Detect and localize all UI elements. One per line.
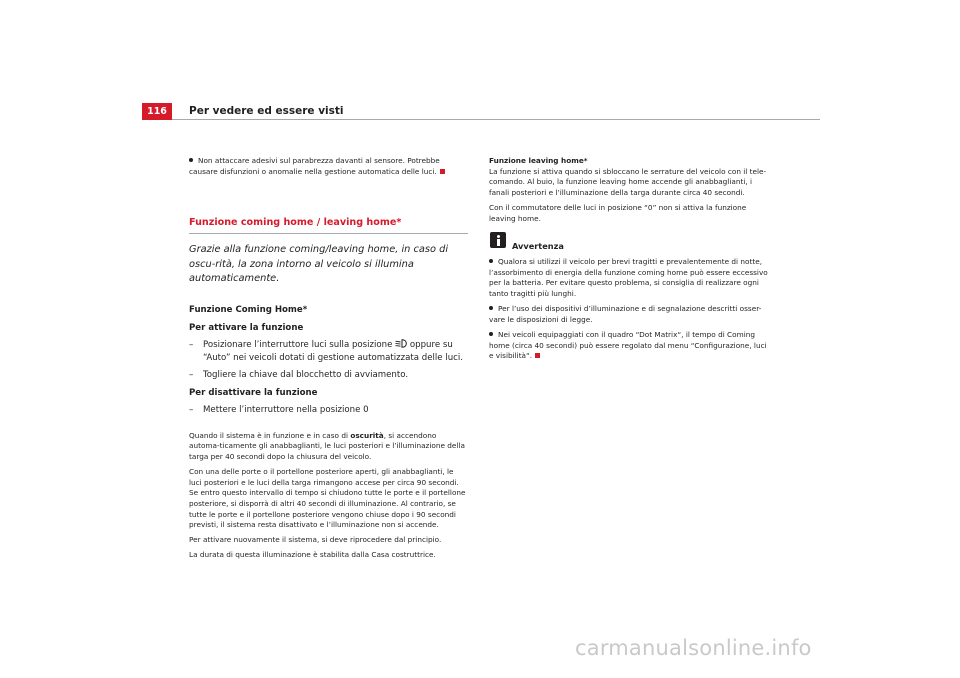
- coming-home-title: Funzione Coming Home*: [189, 304, 308, 315]
- description-paragraph: La durata di questa illuminazione è stabilita dalla Casa costruttrice.: [189, 550, 436, 560]
- warning-heading: [489, 232, 770, 254]
- activate-title: Per attivare la funzione: [189, 322, 304, 333]
- leaving-home-description: [489, 167, 770, 225]
- description-paragraph: La funzione si attiva quando si sbloccano le serrature del veicolo con il tele-comando. Al buio, la funzione leaving home accende gli anabbaglianti, i fanali posteriori e l’illuminazione della targa durante circa 40 secondi.: [489, 166, 767, 197]
- low-beam-lamp-icon: [395, 339, 407, 348]
- description-paragraph: Per attivare nuovamente il sistema, si deve riprocedere dal principio.: [189, 535, 442, 545]
- header-rule: [172, 119, 820, 120]
- activate-step-1: – Posizionare l’interruttore luci sulla posizione oppure su “Auto” nei veicoli dotati di gestione automatizzata delle luci.: [189, 339, 468, 364]
- warning-bullet: Nei veicoli equipaggiati con il quadro “Dot Matrix“, il tempo di Coming home (circa 40 secondi) può essere regolato dal menu “Configurazione, luci e visibilità“.: [489, 330, 770, 362]
- coming-home-description: [189, 431, 468, 561]
- activate-step-2: – Togliere la chiave dal blocchetto di avviamento.: [189, 369, 468, 381]
- page-number: 116: [142, 103, 172, 120]
- deactivate-title: Per disattivare la funzione: [189, 388, 318, 399]
- description-paragraph: Con una delle porte o il portellone posteriore aperti, gli anabbaglianti, le luci posteriori e le luci della targa rimangono accese per circa 90 secondi. Se entro questo intervallo di tempo si chiudono tutte le porte e il portellone posteriore, si disporrà di altri 40 secondi di illuminazione. Al contrario, se tutte le porte e il portellone posteriore vengono chiuse dopo i 90 secondi previsti, il sistema resta disattivato e l’illuminazione non si accende.: [189, 467, 466, 530]
- warning-bullet: Qualora si utilizzi il veicolo per brevi tragitti e prevalentemente di notte, l’assorbimento di energia della funzione coming home può essere eccessivo per la batteria. Per evitare questo problema, si consiglia di realizzare ogni tanto tragitti più lunghi.: [489, 257, 770, 299]
- page-header: [142, 103, 820, 120]
- right-column: [489, 156, 770, 366]
- warning-notes: [489, 257, 770, 362]
- left-column: [189, 156, 468, 566]
- leaving-home-title: Funzione leaving home*: [489, 156, 588, 165]
- section-title: Funzione coming home / leaving home*: [189, 216, 468, 234]
- warning-bullet: Per l’uso dei dispositivi d’illuminazione e di segnalazione descritti osser-vare le disposizioni di legge.: [489, 304, 770, 325]
- description-paragraph: Con il commutatore delle luci in posizione “0” non si attiva la funzione leaving home.: [489, 202, 747, 223]
- end-of-section-mark-icon: [440, 169, 445, 174]
- site-watermark: carmanualsonline.info: [575, 636, 812, 660]
- section-intro: Grazie alla funzione coming/leaving home, in caso di oscu-rità, la zona intorno al veicolo si illumina automaticamente.: [189, 244, 449, 285]
- description-paragraph: Quando il sistema è in funzione e in caso di oscurità, si accendono automa-ticamente gli anabbaglianti, le luci posteriori e l’illuminazione della targa per 40 secondi dopo la chiusura del veicolo.: [189, 430, 465, 461]
- end-of-section-mark-icon: [535, 353, 540, 358]
- warning-label: Avvertenza: [512, 241, 564, 252]
- deactivate-step-1: – Mettere l’interruttore nella posizione 0: [189, 404, 468, 416]
- info-warning-icon: [490, 232, 506, 248]
- sensor-sticker-note: Non attaccare adesivi sul parabrezza davanti al sensore. Potrebbe causare disfunzioni o anomalie nella gestione automatica delle luci.: [189, 156, 468, 177]
- chapter-title: Per vedere ed essere visti: [189, 105, 344, 117]
- coming-home-instructions: [189, 304, 468, 417]
